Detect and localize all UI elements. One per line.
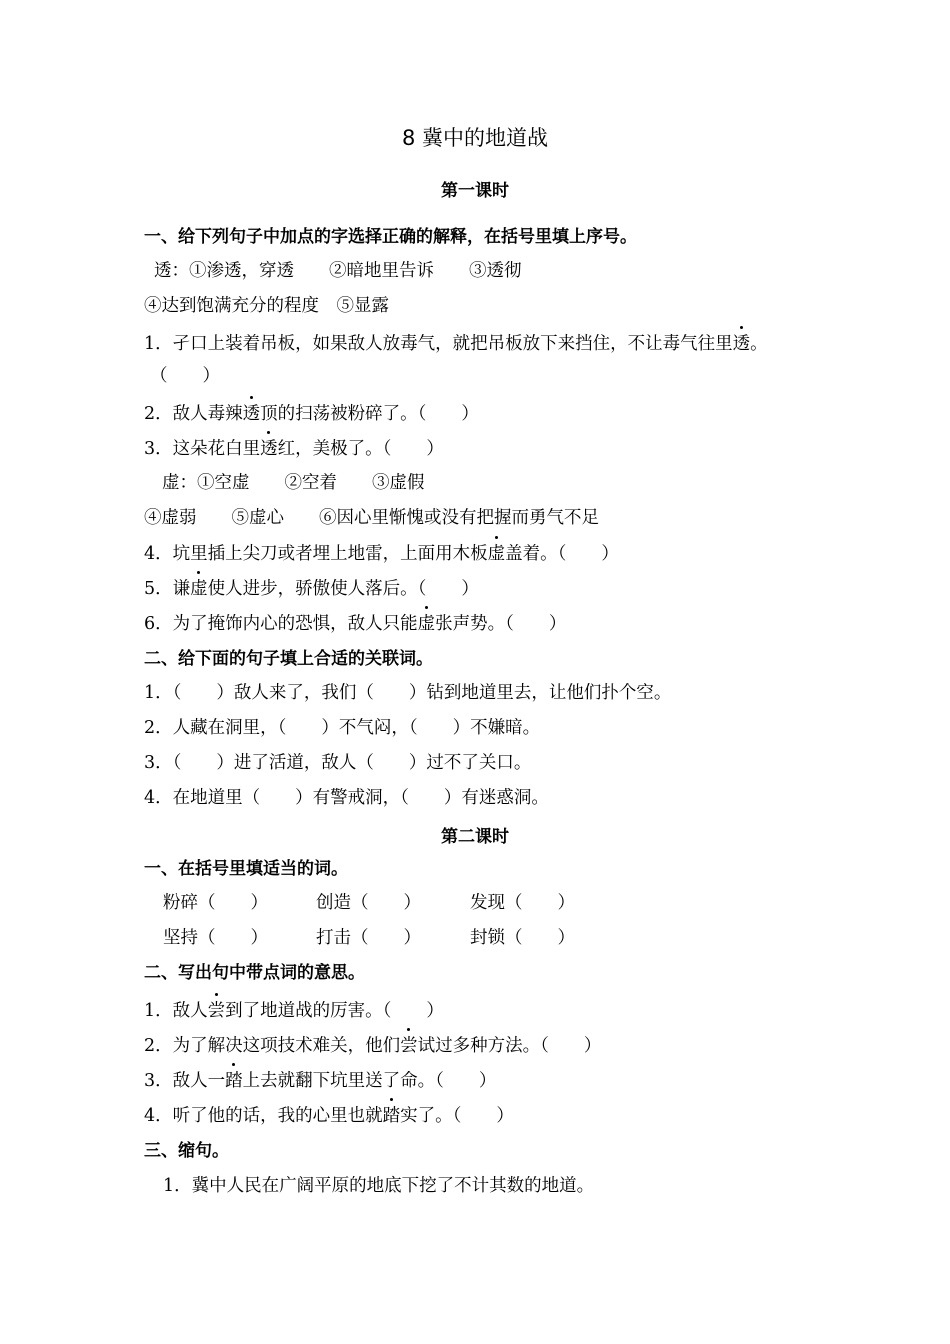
l2-q4 <box>144 1105 514 1127</box>
l2-q4-dotted-char: 踏 <box>382 1106 401 1126</box>
condense-item: 1．冀中人民在广阔平原的地底下挖了不计其数的地道。 <box>163 1176 595 1196</box>
l2-q2-text: 2．为了解决这项技术难关，他们 <box>144 1036 401 1056</box>
l1-q5 <box>144 578 479 600</box>
page-title: 8 冀中的地道战 <box>401 126 549 150</box>
l1-section1-heading: 一、给下列句子中加点的字选择正确的解释，在括号里填上序号。 <box>144 227 637 247</box>
l1-q1-dotted-char: 透 <box>732 334 751 354</box>
word-blank: 粉碎（ ） <box>163 893 268 913</box>
l1-q1-blank: （ ） <box>150 366 220 386</box>
l1-q1-text: 1．孑口上装着吊板，如果敌人放毒气，就把吊板放下来挡住，不让毒气往里 <box>144 334 733 354</box>
l2-q3-end: 上去就翻下坑里送了命。（ ） <box>242 1071 497 1091</box>
l1-q4-end: 盖着。（ ） <box>505 544 619 564</box>
word-blank: 封锁（ ） <box>470 928 575 948</box>
xu-options-b: ④虚弱 ⑤虚心 ⑥因心里惭愧或没有把握而勇气不足 <box>144 508 599 528</box>
word-blank: 创造（ ） <box>316 893 421 913</box>
l1-q5-dotted-char: 虚 <box>190 579 208 599</box>
l1-q3-text: 3．这朵花白里 <box>144 439 261 459</box>
l1-q6-end: 张声势。（ ） <box>435 614 567 634</box>
conjunction-item: 4．在地道里（ ）有警戒洞，（ ）有迷惑洞。 <box>144 788 549 808</box>
lesson2-heading: 第二课时 <box>441 827 509 847</box>
l2-section2-heading: 二、写出句中带点词的意思。 <box>144 963 365 983</box>
l1-q6 <box>144 613 566 635</box>
l1-q4 <box>144 543 619 565</box>
l1-q4-dotted-char: 虚 <box>487 544 506 564</box>
lesson1-heading: 第一课时 <box>441 181 509 201</box>
l1-q2 <box>144 403 479 425</box>
conjunction-item: 1．（ ）敌人来了，我们（ ）钻到地道里去，让他们扑个空。 <box>144 683 672 703</box>
l1-q2-text: 2．敌人毒辣 <box>144 404 243 424</box>
l1-q3-end: 红，美极了。（ ） <box>277 439 444 459</box>
l1-q2-end: 顶的扫荡被粉碎了。（ ） <box>260 404 479 424</box>
l2-section3-heading: 三、缩句。 <box>144 1141 229 1161</box>
l1-q3 <box>144 438 444 460</box>
word-blank: 坚持（ ） <box>163 928 268 948</box>
l1-q4-text: 4．坑里插上尖刀或者埋上地雷，上面用木板 <box>144 544 488 564</box>
word-blank: 发现（ ） <box>470 893 575 913</box>
l2-q1-text: 1．敌人 <box>144 1001 208 1021</box>
l1-q6-dotted-char: 虚 <box>417 614 436 634</box>
l2-q1-dotted-char: 尝 <box>207 1001 226 1021</box>
l2-q2-dotted-char: 尝 <box>400 1036 418 1056</box>
l2-q3-dotted-char: 踏 <box>225 1071 243 1091</box>
l2-q2 <box>144 1035 601 1057</box>
l1-q5-text: 5．谦 <box>144 579 191 599</box>
l2-q3-text: 3．敌人一 <box>144 1071 226 1091</box>
xu-options-a: 虚：①空虚 ②空着 ③虚假 <box>162 473 425 493</box>
tou-options-b: ④达到饱满充分的程度 ⑤显露 <box>144 296 389 316</box>
l1-q3-dotted-char: 透 <box>260 439 278 459</box>
l1-q1 <box>144 333 768 355</box>
l1-q5-end: 使人进步，骄傲使人落后。（ ） <box>207 579 479 599</box>
l2-q3 <box>144 1070 496 1092</box>
tou-options-a: 透：①渗透，穿透 ②暗地里告诉 ③透彻 <box>154 261 522 281</box>
l2-section1-heading: 一、在括号里填适当的词。 <box>144 859 348 879</box>
conjunction-item: 2．人藏在洞里，（ ）不气闷，（ ）不嫌暗。 <box>144 718 541 738</box>
l2-q2-end: 试过多种方法。（ ） <box>417 1036 602 1056</box>
l2-q4-end: 实了。（ ） <box>400 1106 514 1126</box>
l1-q6-text: 6．为了掩饰内心的恐惧，敌人只能 <box>144 614 418 634</box>
l1-section2-heading: 二、给下面的句子填上合适的关联词。 <box>144 649 433 669</box>
l2-q4-text: 4．听了他的话，我的心里也就 <box>144 1106 383 1126</box>
word-blank: 打击（ ） <box>316 928 421 948</box>
l1-q1-end: 。 <box>750 334 768 354</box>
conjunction-item: 3．（ ）进了活道，敌人（ ）过不了关口。 <box>144 753 532 773</box>
l1-q2-dotted-char: 透 <box>242 404 261 424</box>
l2-q1-end: 到了地道战的厉害。（ ） <box>225 1001 444 1021</box>
l2-q1 <box>144 1000 444 1022</box>
